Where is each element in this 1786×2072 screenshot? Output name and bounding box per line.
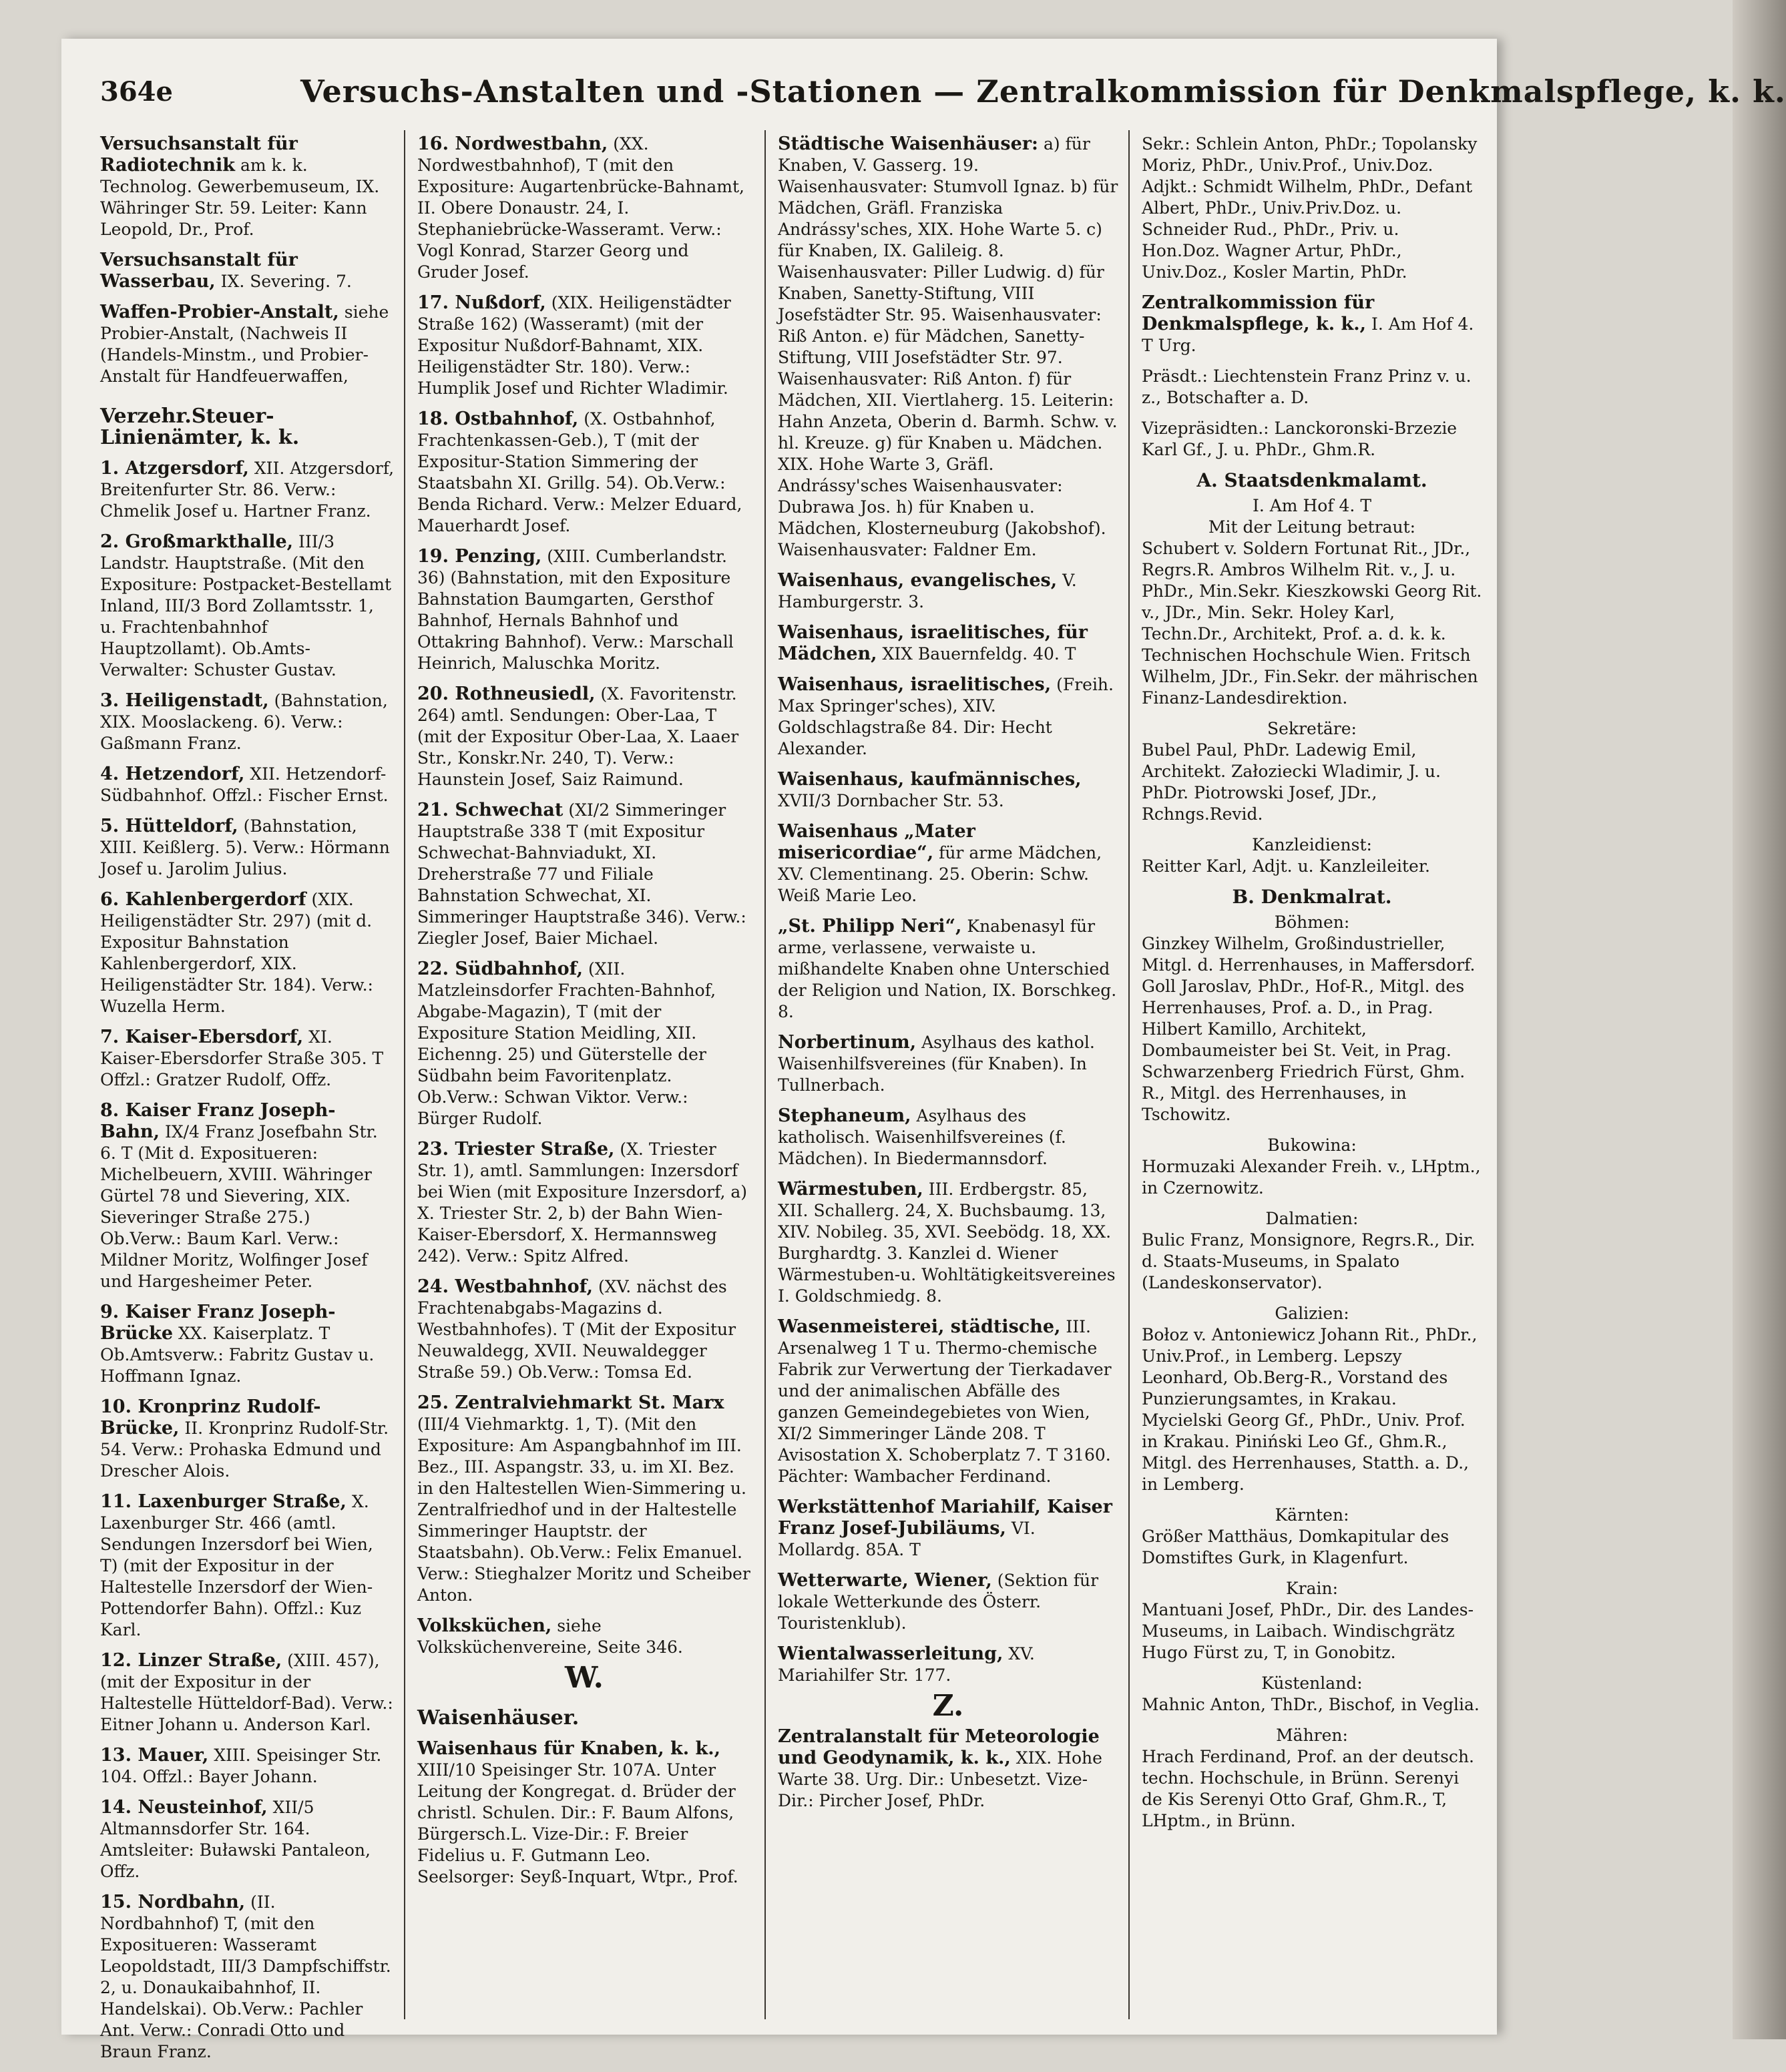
entry-text: (Bahnstation, XIII. Keißlerg. 5). Verw.: Hörmann Josef u. Jarolim Julius. [100,816,390,878]
vice-president: Vizepräsidten.: Lanckoronski-Brzezie Karl Gf., J. u. PhDr., Ghm.R. [1142,419,1458,459]
directory-entry [778,1105,1118,1170]
entry-text: VI. Mollardg. 85A. T [778,1519,1036,1559]
address: I. Am Hof 4. T [1252,496,1371,515]
entry-heading: 8. Kaiser Franz Joseph-Bahn, [100,1100,336,1142]
entry-heading: 22. Südbahnhof, [417,959,584,979]
entry-heading: „St. Philipp Neri“, [778,916,962,937]
land-members: Hormuzaki Alexander Freih. v., LHptm., in Czernowitz. [1142,1157,1481,1198]
entry-list [778,134,1118,1686]
directory-entry [417,800,751,949]
entry-heading: Zentralanstalt für Meteorologie und Geodynamik, k. k., [778,1726,1100,1768]
entry-text: XI. Kaiser-Ebersdorfer Straße 305. T Offzl.: Gratzer Rudolf, Offz. [100,1027,384,1089]
land-title: Galizien: [1275,1304,1349,1323]
entry-text: (Freih. Max Springer'sches), XIV. Goldschlagstraße 84. Dir: Hecht Alexander. [778,675,1114,758]
land-members: Ginzkey Wilhelm, Großindustrieller, Mitgl. d. Herrenhauses, in Maffersdorf. Goll Jaroslav, PhDr., Hof-R., Mitgl. des Herrenhauses, Prof. a. D., in Prag. Hilbert Kamillo, Architekt, Dombaumeister bei St. Veit, in Prag. Schwarzenberg Friedrich Fürst, Ghm. R., Mitgl. des Herrenhauses, in Tschowitz. [1142,934,1476,1124]
column-rule [764,130,766,2019]
entry-heading: Waisenhaus für Knaben, k. k., [417,1738,721,1759]
entry-text: (II. Nordbahnhof) T, (mit den Expositueren: Wasseramt Leopoldstadt, III/3 Dampfschiffstr. 2, u. Donaukaibahnhof, II. Handelskai). Ob.Verw.: Pachler Ant. Verw.: Conradi Otto und Braun Franz. [100,1892,391,2061]
staff-list: Reitter Karl, Adjt. u. Kanzleileiter. [1142,856,1430,876]
directory-entry [100,889,394,1017]
entry-text: am k. k. Technolog. Gewerbemuseum, IX. Währinger Str. 59. Leiter: Kann Leopold, Dr., Prof. [100,156,380,239]
entry-text: (XIX. Heiligenstädter Straße 162) (Wasseramt) (mit der Expositur Nußdorf-Bahnamt, XIX. Heiligenstädter Str. 180). Verw.: Humplik Josef und Richter Wladimir. [417,293,731,398]
directory-entry [417,546,751,674]
land-title: Kärnten: [1275,1505,1349,1525]
entry-text: XII. Hetzendorf-Südbahnhof. Offzl.: Fischer Ernst. [100,764,389,805]
entry-heading: 7. Kaiser-Ebersdorf, [100,1027,304,1047]
entry-heading: Versuchsanstalt für Wasserbau, [100,250,298,292]
land-members: Mahnic Anton, ThDr., Bischof, in Veglia. [1142,1695,1480,1714]
land-members: Hrach Ferdinand, Prof. an der deutsch. techn. Hochschule, in Brünn. Serenyi de Kis Serenyi Otto Graf, Ghm.R., T, LHptm., in Brünn. [1142,1747,1474,1830]
entry-heading: Städtische Waisenhäuser: [778,134,1038,154]
entry-heading: 12. Linzer Straße, [100,1650,282,1671]
subsection-title: B. Denkmalrat. [1232,886,1392,908]
section-title: Waisenhäuser. [417,1706,580,1730]
entry-heading: 16. Nordwestbahn, [417,134,608,154]
land-title: Küstenland: [1261,1673,1363,1693]
entry-heading: Norbertinum, [778,1032,917,1053]
entry-heading: Volksküchen, [417,1615,552,1636]
entry-heading: Wetterwarte, Wiener, [778,1570,992,1591]
entry-text: a) für Knaben, V. Gasserg. 19. Waisenhausvater: Stumvoll Ignaz. b) für Mädchen, Gräfl. Franziska Andrássy'sches, XIX. Hohe Warte 5. c) für Knaben, IX. Galileig. 8. Waisenhausvater: Piller Ludwig. d) für Knaben, Sanetty-Stiftung, VIII Josefstädter Str. 95. Waisenhausvater: Riß Anton. e) für Mädchen, Sanetty-Stiftung, VIII Josefstädter Str. 97. Waisenhausvater: Riß Anton. f) für Mädchen, XII. Viertlaherg. 15. Leiterin: Hahn Anzeta, Oberin d. Barmh. Schw. v. hl. Kreuze. g) für Knaben u. Mädchen. XIX. Hohe Warte 3, Gräfl. Andrássy'sches Waisenhausvater: Dubrawa Jos. h) für Knaben u. Mädchen, Klosterneuburg (Jakobshof). Waisenhausvater: Faldner Em. [778,134,1118,559]
entry-text: XV. Mariahilfer Str. 177. [778,1644,1035,1685]
entry-text: siehe Volksküchenvereine, Seite 346. [417,1616,683,1657]
entry-heading: 1. Atzgersdorf, [100,458,249,479]
directory-entry [100,1302,394,1387]
directory-entry [1142,292,1482,356]
directory-entry [100,458,394,522]
directory-entry [778,1316,1118,1487]
directory-entry [417,1392,751,1606]
directory-entry [100,250,394,292]
entry-text: XIX Bauernfeldg. 40. T [882,644,1076,664]
entry-heading: Waisenhaus, israelitisches, [778,674,1052,695]
directory-entry [100,1797,394,1882]
entry-heading: 4. Hetzendorf, [100,764,245,784]
land-members: Mantuani Josef, PhDr., Dir. des Landes-Museums, in Laibach. Windischgrätz Hugo Fürst zu, T, in Gonobitz. [1142,1600,1474,1662]
entry-heading: Wientalwasserleitung, [778,1643,1003,1664]
entry-heading: Waisenhaus, evangelisches, [778,570,1058,591]
entry-text: für arme Mädchen, XV. Clementinang. 25. Oberin: Schw. Weiß Marie Leo. [778,843,1102,905]
entry-text: Asylhaus des katholisch. Waisenhilfsvereines (f. Mädchen). In Biedermannsdorf. [778,1106,1066,1168]
entry-heading: 5. Hütteldorf, [100,816,238,836]
directory-entry [778,1726,1118,1812]
entry-text: XII/5 Altmannsdorfer Str. 164. Amtsleiter: Buławski Pantaleon, Offz. [100,1798,371,1881]
staff-list: Bubel Paul, PhDr. Ladewig Emil, Architekt. Załoziecki Wladimir, J. u. PhDr. Piotrowski Josef, JDr., Rchngs.Revid. [1142,740,1441,824]
president: Präsdt.: Liechtenstein Franz Prinz v. u. z., Botschafter a. D. [1142,366,1472,407]
section-title: Verzehr.Steuer-Linienämter, k. k. [100,405,300,449]
page-edge [1733,0,1786,2039]
entry-text: (XII. Matzleinsdorfer Frachten-Bahnhof, Abgabe-Magazin), T (mit der Expositure Station Meidling, XII. Eichenng. 25) und Güterstelle der Südbahn beim Favoritenplatz. Ob.Verw.: Schwan Viktor. Verw.: Bürger Rudolf. [417,959,716,1128]
entry-text: (X. Triester Str. 1), amtl. Sammlungen: Inzersdorf bei Wien (mit Expositure Inzersdorf, a) X. Triester Str. 2, b) der Bahn Wien-Kaiser-Ebersdorf, X. Hermannsweg 242). Verw.: Spitz Alfred. [417,1139,747,1266]
directory-entry [778,674,1118,760]
entry-list [417,1738,751,1888]
entry-text: XVII/3 Dornbacher Str. 53. [778,791,1004,810]
directory-entry [778,622,1118,665]
directory-entry [417,1139,751,1267]
entry-heading: 24. Westbahnhof, [417,1276,594,1297]
directory-entry [417,292,751,399]
land-title: Böhmen: [1274,913,1350,932]
entry-text: III. Arsenalweg 1 T u. Thermo-chemische Fabrik zur Verwertung der Tierkadaver und der animalischen Abfälle des ganzen Gemeindegebietes von Wien, XI/2 Simmeringer Lände 208. T Avisostation X. Schoberplatz 7. T 3160. Pächter: Wambacher Ferdinand. [778,1317,1112,1486]
letter-heading: Z. [932,1689,964,1723]
entry-text: (Bahnstation, XIX. Mooslackeng. 6). Verw.: Gaßmann Franz. [100,691,388,753]
land-members: Bulic Franz, Monsignore, Regrs.R., Dir. d. Staats-Museums, in Spalato (Landeskonservator). [1142,1230,1476,1292]
entry-heading: 2. Großmarkthalle, [100,531,294,552]
directory-entry [417,959,751,1129]
column-rule [1128,130,1130,2019]
directory-entry [100,302,394,387]
directory-entry [417,1738,751,1888]
column-1 [100,134,394,2072]
entry-heading: 13. Mauer, [100,1745,209,1766]
entry-heading: 9. Kaiser Franz Joseph-Brücke [100,1302,336,1344]
entry-text: X. Laxenburger Str. 466 (amtl. Sendungen Inzersdorf bei Wien, T) (mit der Expositur in der Haltestelle Inzersdorf der Wien-Pottendorfer Bahn). Offzl.: Kuz Karl. [100,1492,373,1639]
entry-text: (XV. nächst des Frachtenabgabs-Magazins d. Westbahnhofes). T (Mit der Expositur Neuwaldegg, XVII. Neuwaldegger Straße 59.) Ob.Verw.: Tomsa Ed. [417,1277,736,1382]
entry-text: Asylhaus des kathol. Waisenhilfsvereines (für Knaben). In Tullnerbach. [778,1033,1095,1095]
directory-entry [100,1892,394,2063]
entry-text: (X. Ostbahnhof, Frachtenkassen-Geb.), T (mit der Expositur-Station Simmering der Staatsbahn XI. Grillg. 54). Ob.Verw.: Benda Richard. Verw.: Melzer Eduard, Mauerhardt Josef. [417,409,742,535]
entry-heading: 14. Neusteinhof, [100,1797,268,1818]
directory-entry [778,916,1118,1023]
directory-entry [100,1027,394,1091]
column-3 [778,134,1118,1821]
entry-heading: 3. Heiligenstadt, [100,690,269,711]
directory-entry [417,1615,751,1658]
entry-text: (III/4 Viehmarktg. 1, T). (Mit den Expositure: Am Aspangbahnhof im III. Bez., III. Aspangstr. 33, u. im XI. Bez. in den Haltestellen Wien-Simmering u. Zentralfriedhof und in der Haltestelle Simmeringer Hauptstr. der Staatsbahn). Ob.Verw.: Felix Emanuel. Verw.: Stieghalzer Moritz und Scheiber Anton. [417,1414,750,1605]
entry-heading: Waisenhaus „Mater misericordiae“, [778,821,975,863]
entry-heading: 6. Kahlenbergerdorf [100,889,306,910]
directory-entry [417,134,751,283]
entry-heading: Zentralkommission für Denkmalspflege, k. k., [1142,292,1375,334]
running-title: Versuchs-Anstalten und -Stationen — Zentralkommission für Denkmalspflege, k. k. [300,73,1786,109]
group-title: Mit der Leitung betraut: [1208,517,1416,537]
directory-entry [100,1650,394,1736]
entry-text: XIX. Hohe Warte 38. Urg. Dir.: Unbesetzt. Vize-Dir.: Pircher Josef, PhDr. [778,1748,1102,1810]
entry-heading: 23. Triester Straße, [417,1139,615,1159]
entry-text: XII. Atzgersdorf, Breitenfurter Str. 86. Verw.: Chmelik Josef u. Hartner Franz. [100,459,395,521]
entry-text: II. Kronprinz Rudolf-Str. 54. Verw.: Prohaska Edmund und Drescher Alois. [100,1418,389,1481]
subsection-title: A. Staatsdenkmalamt. [1196,469,1427,491]
entry-text: siehe Probier-Anstalt, (Nachweis II (Handels-Minstm., und Probier-Anstalt für Handfeuerwaffen, [100,302,389,386]
entry-text: (Sektion für lokale Wetterkunde des Österr. Touristenklub). [778,1571,1099,1633]
entry-text: XIII/10 Speisinger Str. 107A. Unter Leitung der Kongregat. d. Brüder der christl. Schulen. Dir.: F. Baum Alfons, Bürgersch.L. Vize-Dir.: F. Breier Fidelius u. F. Gutmann Leo. Seelsorger: Seyß-Inquart, Wtpr., Prof. [417,1760,738,1886]
directory-entry [100,1745,394,1788]
land-title: Krain: [1285,1579,1339,1598]
land-members: Größer Matthäus, Domkapitular des Domstiftes Gurk, in Klagenfurt. [1142,1527,1449,1567]
entry-list [100,134,394,387]
directory-entry [100,531,394,681]
entry-text: I. Am Hof 4. T Urg. [1142,314,1474,355]
directory-entry [778,1179,1118,1307]
land-title: Mähren: [1276,1726,1348,1745]
entry-heading: Waffen-Probier-Anstalt, [100,302,339,322]
entry-text: III. Erdbergstr. 85, XII. Schallerg. 24, X. Buchsbaumg. 13, XIV. Nobileg. 35, XVI. Seebödg. 18, XX. Burghardtg. 3. Kanzlei d. Wiener Wärmestuben-u. Wohltätigkeitsvereines I. Goldschmiedg. 8. [778,1180,1116,1306]
directory-entry [100,1491,394,1641]
directory-entry [778,134,1118,561]
entry-text: (XIII. Cumberlandstr. 36) (Bahnstation, mit den Expositure Bahnstation Baumgarten, Gersthof Bahnhof, Hernals Bahnhof und Ottakring Bahnhof). Verw.: Marschall Heinrich, Maluschka Moritz. [417,547,734,673]
directory-entry [100,690,394,754]
page-header [100,73,1786,113]
directory-entry [100,816,394,880]
entry-list [417,134,751,1606]
entry-heading: 20. Rothneusiedl, [417,684,596,704]
entry-heading: Werkstättenhof Mariahilf, Kaiser Franz Josef-Jubiläums, [778,1497,1112,1539]
entry-heading: 21. Schwechat [417,800,564,820]
directory-entry [778,570,1118,613]
group-title: Kanzleidienst: [1252,835,1372,854]
entry-text: XIII. Speisinger Str. 104. Offzl.: Bayer Johann. [100,1746,382,1786]
directory-entry [778,1032,1118,1096]
directory-entry [778,769,1118,812]
group-title: Sekretäre: [1267,719,1357,738]
entry-text: IX/4 Franz Josefbahn Str. 6. T (Mit d. Expositueren: Michelbeuern, XVIII. Währinger Gürtel 78 und Sievering, XIX. Sieveringer Straße 275.) Ob.Verw.: Baum Karl. Verw.: Mildner Moritz, Wolfinger Josef und Hargesheimer Peter. [100,1122,378,1291]
directory-entry [100,1100,394,1292]
directory-entry [778,1497,1118,1561]
entry-heading: 15. Nordbahn, [100,1892,246,1912]
entry-heading: 10. Kronprinz Rudolf-Brücke, [100,1396,321,1439]
directory-entry [778,1643,1118,1686]
entry-heading: 11. Laxenburger Straße, [100,1491,347,1512]
entry-text: (XIII. 457), (mit der Expositur in der Haltestelle Hütteldorf-Bad). Verw.: Eitner Johann u. Anderson Karl. [100,1651,393,1734]
entry-text: Knabenasyl für arme, verlassene, verwaiste u. mißhandelte Knaben ohne Unterschied der Religion und Nation, IX. Borschkeg. 8. [778,917,1117,1021]
entry-text: III/3 Landstr. Hauptstraße. (Mit den Expositure: Postpacket-Bestellamt Inland, III/3 Bord Zollamtsstr. 1, u. Frachtenbahnhof Hauptzollamt). Ob.Amts-Verwalter: Schuster Gustav. [100,532,392,680]
directory-entry [417,1276,751,1383]
entry-text: XX. Kaiserplatz. T Ob.Amtsverw.: Fabritz Gustav u. Hoffmann Ignaz. [100,1324,375,1386]
entry-heading: Waisenhaus, israelitisches, für Mädchen, [778,622,1088,664]
staff-list: Sekr.: Schlein Anton, PhDr.; Topolansky Moriz, PhDr., Univ.Prof., Univ.Doz. Adjkt.: Schmidt Wilhelm, PhDr., Defant Albert, PhDr., Univ.Priv.Doz. u. Schneider Rud., PhDr., Priv. u. Hon.Doz. Wagner Artur, PhDr., Univ.Doz., Kosler Martin, PhDr. [1142,134,1478,282]
entry-heading: 17. Nußdorf, [417,292,546,313]
entry-heading: Wasenmeisterei, städtische, [778,1316,1061,1337]
letter-heading: W. [565,1661,604,1695]
directory-entry [100,764,394,806]
land-title: Dalmatien: [1265,1209,1359,1228]
directory-entry [417,684,751,790]
column-2 [417,134,751,1897]
entry-text: (XIX. Heiligenstädter Str. 297) (mit d. Expositur Bahnstation Kahlenbergerdorf, XIX. Heiligenstädter Str. 184). Verw.: Wuzella Herm. [100,890,373,1016]
directory-entry [778,821,1118,906]
entry-text: (XX. Nordwestbahnhof), T (mit den Expositure: Augartenbrücke-Bahnamt, II. Obere Donaustr. 24, I. Stephaniebrücke-Wasseramt. Verw.: Vogl Konrad, Starzer Georg und Gruder Josef. [417,134,744,282]
entry-heading: Waisenhaus, kaufmännisches, [778,769,1082,790]
land-list [1142,912,1482,1832]
staff-list: Schubert v. Soldern Fortunat Rit., JDr., Regrs.R. Ambros Wilhelm Rit. v., J. u. PhDr., Min.Sekr. Kieszkowski Georg Rit. v., JDr., Min. Sekr. Holey Karl, Techn.Dr., Architekt, Prof. a. d. k. k. Technischen Hochschule Wien. Fritsch Wilhelm, JDr., Fin.Sekr. der mährischen Finanz-Landesdirektion. [1142,539,1482,708]
entry-list [100,458,394,2063]
entry-heading: Stephaneum, [778,1105,911,1126]
entry-text: (X. Favoritenstr. 264) amtl. Sendungen: Ober-Laa, T (mit der Expositur Ober-Laa, X. Laaer Str., Konskr.Nr. 240, T). Verw.: Haunstein Josef, Saiz Raimund. [417,684,739,789]
page-number: 364e [100,76,173,107]
entry-heading: 18. Ostbahnhof, [417,409,579,429]
entry-heading: 19. Penzing, [417,546,542,567]
entry-heading: 25. Zentralviehmarkt St. Marx [417,1392,724,1413]
column-rule [404,130,405,2019]
directory-entry [417,409,751,537]
entry-text: V. Hamburgerstr. 3. [778,571,1077,611]
column-4 [1142,134,1482,1841]
directory-entry [100,1396,394,1482]
entry-heading: Versuchsanstalt für Radiotechnik [100,134,298,176]
land-members: Bołoz v. Antoniewicz Johann Rit., PhDr., Univ.Prof., in Lemberg. Lepszy Leonhard, Ob.Berg-R., Vorstand des Punzierungsamtes, in Krakau. Mycielski Georg Gf., PhDr., Univ. Prof. in Krakau. Piniński Leo Gf., Ghm.R., Mitgl. des Herrenhauses, Statth. a. D., in Lemberg. [1142,1325,1478,1494]
entry-heading: Wärmestuben, [778,1179,923,1200]
entry-text: (XI/2 Simmeringer Hauptstraße 338 T (mit Expositur Schwechat-Bahnviadukt, XI. Dreherstraße 77 und Filiale Bahnstation Schwechat, XI. Simmeringer Hauptstraße 346). Verw.: Ziegler Josef, Baier Michael. [417,800,746,948]
directory-entry [778,1570,1118,1634]
land-title: Bukowina: [1267,1135,1357,1155]
directory-entry [100,134,394,240]
entry-text: IX. Severing. 7. [220,272,352,291]
